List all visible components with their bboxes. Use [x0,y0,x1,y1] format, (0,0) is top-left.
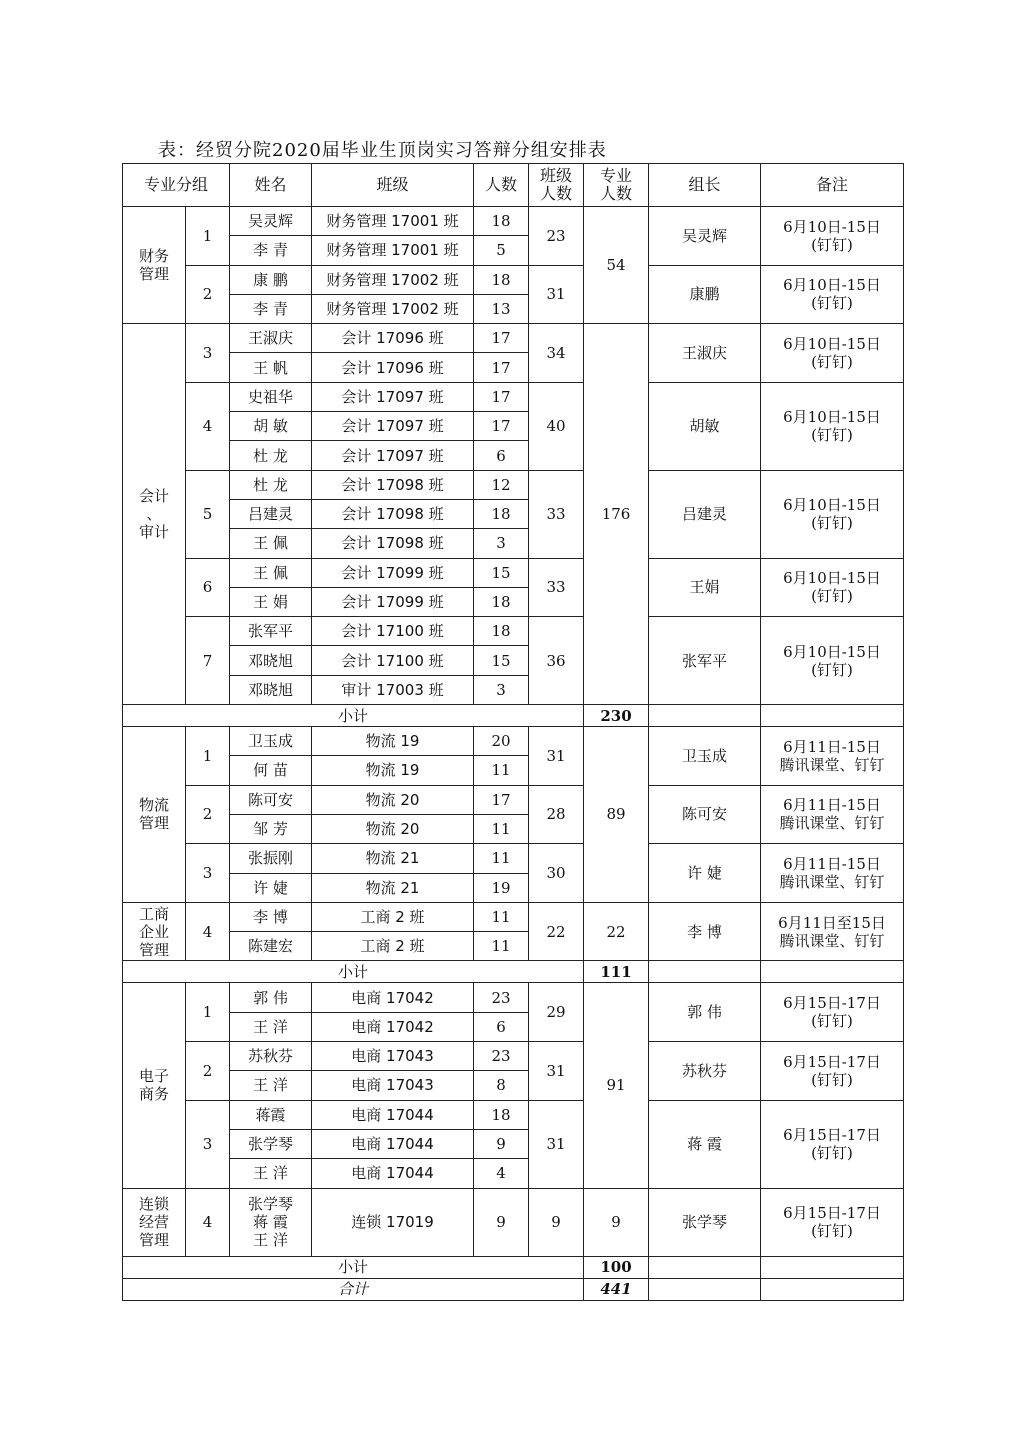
class-name: 会计 17099 班 [312,558,474,587]
student-name: 杜 龙 [230,470,312,499]
table-row [123,265,904,294]
class-name: 会计 17098 班 [312,470,474,499]
student-name: 胡 敏 [230,412,312,441]
class-total: 23 [529,207,584,266]
student-count: 11 [474,902,529,931]
subtotal-row [123,705,904,727]
student-name: 邓晓旭 [230,675,312,704]
student-count: 3 [474,675,529,704]
student-count: 23 [474,983,529,1012]
student-count: 17 [474,353,529,382]
class-total: 9 [529,1188,584,1256]
group-leader: 康鹏 [649,265,761,324]
student-count: 8 [474,1071,529,1100]
subtotal-empty [761,1256,904,1278]
group-number: 2 [186,785,230,844]
student-count: 12 [474,470,529,499]
group-number: 4 [186,902,230,961]
group-leader: 郭 伟 [649,983,761,1042]
subtotal-empty [649,961,761,983]
total-row [123,1278,904,1300]
table-row [123,1188,904,1256]
total-empty [761,1278,904,1300]
class-total: 30 [529,844,584,903]
remark: 6月10日-15日 (钉钉) [761,265,904,324]
student-count: 18 [474,587,529,616]
class-total: 31 [529,727,584,786]
group-leader: 许 婕 [649,844,761,903]
class-name: 电商 17043 [312,1042,474,1071]
student-count: 18 [474,617,529,646]
class-name: 审计 17003 班 [312,675,474,704]
remark: 6月11日-15日 腾讯课堂、钉钉 [761,844,904,903]
student-count: 17 [474,324,529,353]
class-name: 会计 17097 班 [312,412,474,441]
class-name: 会计 17100 班 [312,617,474,646]
group-number: 3 [186,324,230,383]
table-row [123,324,904,353]
student-name: 何 苗 [230,756,312,785]
subtotal-label: 小计 [123,1256,584,1278]
student-count: 3 [474,529,529,558]
subtotal-label: 小计 [123,705,584,727]
table-row [123,382,904,411]
subtotal-value: 230 [584,705,649,727]
table-row [123,983,904,1012]
student-count: 15 [474,646,529,675]
student-count: 18 [474,1100,529,1129]
subtotal-value: 111 [584,961,649,983]
student-name: 苏秋芬 [230,1042,312,1071]
student-name: 吴灵辉 [230,207,312,236]
group-leader: 张学琴 [649,1188,761,1256]
major-label: 连锁 经营 管理 [123,1188,186,1256]
remark: 6月10日-15日 (钉钉) [761,382,904,470]
class-name: 财务管理 17001 班 [312,207,474,236]
header-leader: 组长 [649,164,761,207]
table-row [123,558,904,587]
student-count: 13 [474,294,529,323]
class-total: 33 [529,470,584,558]
header-remark: 备注 [761,164,904,207]
header-name: 姓名 [230,164,312,207]
student-name: 张学琴 蒋 霞 王 洋 [230,1188,312,1256]
student-count: 11 [474,814,529,843]
class-name: 电商 17042 [312,1012,474,1041]
class-name: 财务管理 17002 班 [312,294,474,323]
student-count: 15 [474,558,529,587]
table-row [123,727,904,756]
class-total: 22 [529,902,584,961]
class-total: 28 [529,785,584,844]
group-number: 2 [186,265,230,324]
major-label: 工商 企业 管理 [123,902,186,961]
subtotal-label: 小计 [123,961,584,983]
student-name: 李 博 [230,902,312,931]
group-leader: 王淑庆 [649,324,761,383]
table-row [123,1042,904,1071]
defense-schedule-table [122,163,904,1301]
table-row [123,902,904,931]
student-count: 20 [474,727,529,756]
remark: 6月10日-15日 (钉钉) [761,470,904,558]
student-name: 王 娟 [230,587,312,616]
remark: 6月15日-17日 (钉钉) [761,983,904,1042]
group-number: 1 [186,207,230,266]
class-total: 29 [529,983,584,1042]
student-count: 23 [474,1042,529,1071]
group-number: 3 [186,1100,230,1188]
subtotal-row [123,961,904,983]
class-name: 物流 19 [312,756,474,785]
table-row [123,844,904,873]
student-count: 11 [474,756,529,785]
table-row [123,617,904,646]
student-name: 陈建宏 [230,932,312,961]
class-name: 物流 19 [312,727,474,756]
student-name: 卫玉成 [230,727,312,756]
student-count: 18 [474,265,529,294]
class-total: 33 [529,558,584,617]
student-name: 许 婕 [230,873,312,902]
remark: 6月11日-15日 腾讯课堂、钉钉 [761,785,904,844]
remark: 6月11日至15日 腾讯课堂、钉钉 [761,902,904,961]
class-name: 会计 17099 班 [312,587,474,616]
class-name: 物流 21 [312,844,474,873]
group-leader: 陈可安 [649,785,761,844]
class-name: 物流 20 [312,785,474,814]
major-total: 176 [584,324,649,705]
group-leader: 苏秋芬 [649,1042,761,1101]
class-name: 物流 21 [312,873,474,902]
table-caption: 表：经贸分院2020届毕业生顶岗实习答辩分组安排表 [158,140,607,161]
student-count: 11 [474,932,529,961]
student-count: 17 [474,412,529,441]
group-number: 3 [186,844,230,903]
table-row [123,1100,904,1129]
class-name: 电商 17044 [312,1100,474,1129]
class-name: 会计 17098 班 [312,529,474,558]
remark: 6月10日-15日 (钉钉) [761,558,904,617]
student-count: 6 [474,1012,529,1041]
student-count: 18 [474,499,529,528]
class-name: 会计 17100 班 [312,646,474,675]
major-total: 9 [584,1188,649,1256]
student-name: 王 佩 [230,529,312,558]
student-name: 杜 龙 [230,441,312,470]
remark: 6月10日-15日 (钉钉) [761,617,904,705]
class-name: 会计 17096 班 [312,353,474,382]
class-name: 会计 17097 班 [312,441,474,470]
student-name: 史祖华 [230,382,312,411]
student-name: 张军平 [230,617,312,646]
group-leader: 卫玉成 [649,727,761,786]
class-name: 电商 17042 [312,983,474,1012]
remark: 6月10日-15日 (钉钉) [761,324,904,383]
major-total: 89 [584,727,649,903]
class-total: 31 [529,1042,584,1101]
group-number: 4 [186,382,230,470]
remark: 6月15日-17日 (钉钉) [761,1188,904,1256]
group-number: 4 [186,1188,230,1256]
total-empty [649,1278,761,1300]
student-count: 9 [474,1129,529,1158]
subtotal-empty [761,961,904,983]
student-name: 蒋霞 [230,1100,312,1129]
header-row [123,164,904,207]
student-count: 17 [474,785,529,814]
class-total: 36 [529,617,584,705]
student-name: 王 帆 [230,353,312,382]
class-name: 会计 17096 班 [312,324,474,353]
remark: 6月11日-15日 腾讯课堂、钉钉 [761,727,904,786]
subtotal-empty [761,705,904,727]
group-number: 1 [186,727,230,786]
class-name: 会计 17097 班 [312,382,474,411]
header-count: 人数 [474,164,529,207]
group-leader: 胡敏 [649,382,761,470]
group-number: 2 [186,1042,230,1101]
major-label: 物流 管理 [123,727,186,903]
student-name: 王 洋 [230,1012,312,1041]
group-number: 1 [186,983,230,1042]
group-leader: 张军平 [649,617,761,705]
class-name: 财务管理 17001 班 [312,236,474,265]
student-name: 王 佩 [230,558,312,587]
table-row [123,207,904,236]
header-major-count: 专业 人数 [584,164,649,207]
student-count: 19 [474,873,529,902]
group-leader: 李 博 [649,902,761,961]
student-count: 9 [474,1188,529,1256]
student-name: 王 洋 [230,1159,312,1188]
student-name: 李 青 [230,294,312,323]
class-name: 会计 17098 班 [312,499,474,528]
student-name: 王 洋 [230,1071,312,1100]
student-name: 王淑庆 [230,324,312,353]
remark: 6月10日-15日 (钉钉) [761,207,904,266]
class-name: 财务管理 17002 班 [312,265,474,294]
student-name: 郭 伟 [230,983,312,1012]
group-number: 6 [186,558,230,617]
student-name: 陈可安 [230,785,312,814]
major-total: 91 [584,983,649,1188]
class-name: 电商 17043 [312,1071,474,1100]
table-row [123,470,904,499]
major-label: 会计 、 审计 [123,324,186,705]
subtotal-row [123,1256,904,1278]
student-name: 李 青 [230,236,312,265]
major-total: 22 [584,902,649,961]
group-leader: 吕建灵 [649,470,761,558]
group-leader: 吴灵辉 [649,207,761,266]
group-leader: 蒋 霞 [649,1100,761,1188]
major-label: 电子 商务 [123,983,186,1188]
group-number: 5 [186,470,230,558]
student-count: 6 [474,441,529,470]
class-name: 工商 2 班 [312,932,474,961]
class-name: 连锁 17019 [312,1188,474,1256]
major-total: 54 [584,207,649,324]
class-total: 31 [529,265,584,324]
student-count: 18 [474,207,529,236]
class-name: 工商 2 班 [312,902,474,931]
header-class-count: 班级 人数 [529,164,584,207]
student-count: 11 [474,844,529,873]
student-count: 17 [474,382,529,411]
header-major: 专业分组 [123,164,230,207]
subtotal-empty [649,1256,761,1278]
major-label: 财务 管理 [123,207,186,324]
student-count: 5 [474,236,529,265]
student-name: 邓晓旭 [230,646,312,675]
class-total: 34 [529,324,584,383]
table-body [123,207,904,1301]
student-name: 康 鹏 [230,265,312,294]
total-label: 合计 [123,1278,584,1300]
class-total: 31 [529,1100,584,1188]
student-name: 张振刚 [230,844,312,873]
class-total: 40 [529,382,584,470]
remark: 6月15日-17日 (钉钉) [761,1042,904,1101]
subtotal-empty [649,705,761,727]
student-count: 4 [474,1159,529,1188]
student-name: 邹 芳 [230,814,312,843]
class-name: 物流 20 [312,814,474,843]
header-class: 班级 [312,164,474,207]
class-name: 电商 17044 [312,1129,474,1158]
subtotal-value: 100 [584,1256,649,1278]
group-leader: 王娟 [649,558,761,617]
remark: 6月15日-17日 (钉钉) [761,1100,904,1188]
class-name: 电商 17044 [312,1159,474,1188]
table-row [123,785,904,814]
student-name: 吕建灵 [230,499,312,528]
student-name: 张学琴 [230,1129,312,1158]
total-value: 441 [584,1278,649,1300]
group-number: 7 [186,617,230,705]
